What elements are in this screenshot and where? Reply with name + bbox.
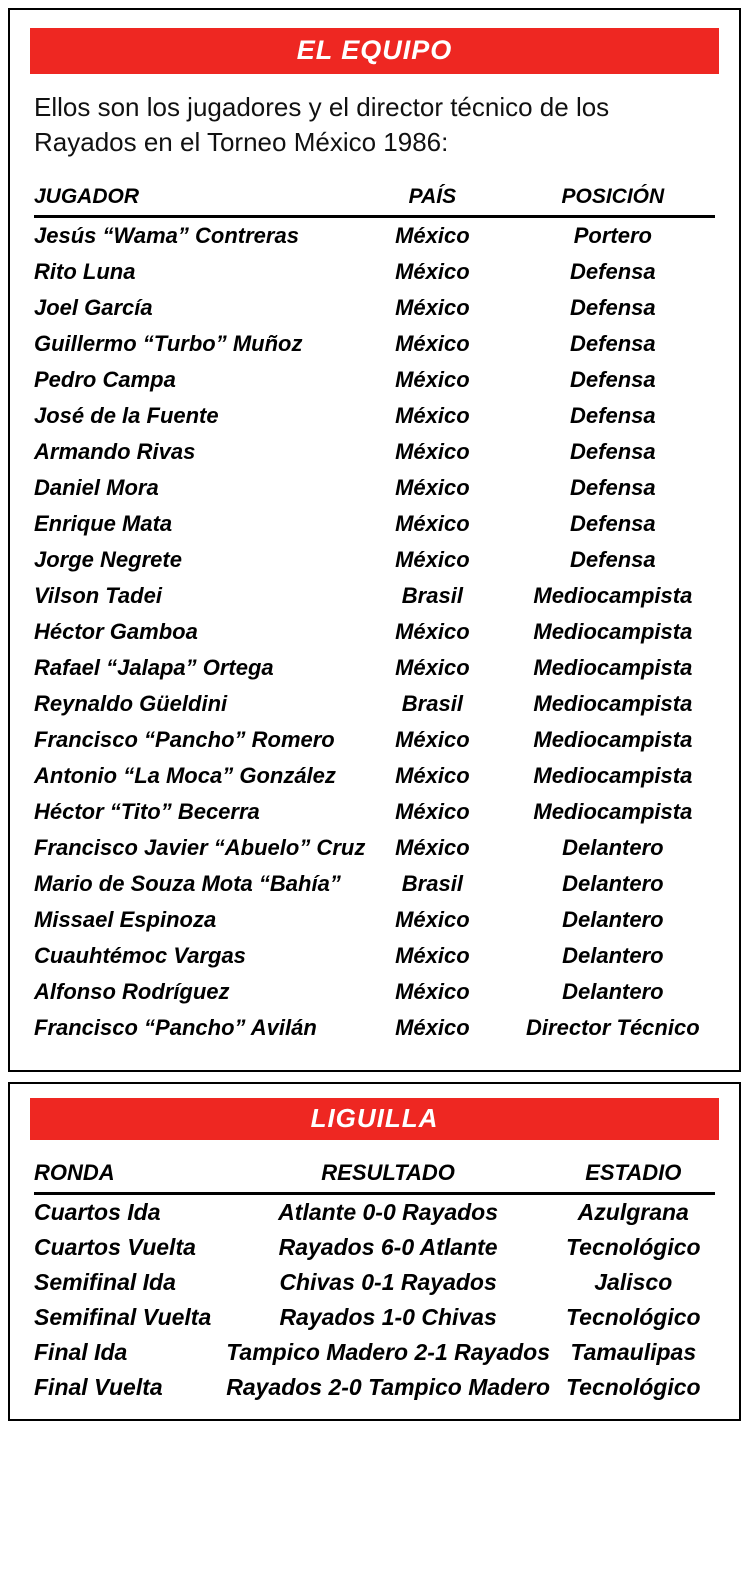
player-position-cell: Mediocampista (533, 619, 693, 645)
table-row (34, 1194, 715, 1231)
round-cell: Final Vuelta (34, 1374, 163, 1401)
stadium-cell: Tecnológico (565, 1374, 701, 1401)
stadium-cell: Azulgrana (577, 1199, 689, 1226)
player-position-cell: Delantero (562, 943, 664, 969)
player-country-cell: México (395, 727, 470, 753)
player-name-cell: Francisco “Pancho” Avilán (34, 1015, 317, 1041)
player-position-cell: Mediocampista (533, 691, 693, 717)
player-name-cell: Reynaldo Güeldini (34, 691, 228, 717)
player-position-cell: Defensa (570, 259, 656, 285)
player-name-cell: Rito Luna (34, 259, 136, 285)
table-row (34, 650, 715, 686)
player-country-cell: México (395, 475, 470, 501)
table-row (34, 938, 715, 974)
table-row (34, 1370, 715, 1405)
player-position-cell: Delantero (562, 907, 664, 933)
player-country-cell: México (395, 547, 470, 573)
team-table-header-row (34, 185, 715, 217)
player-name-cell: Armando Rivas (34, 439, 196, 465)
player-name-cell: Enrique Mata (34, 511, 173, 537)
player-country-cell: México (395, 799, 470, 825)
round-cell: Cuartos Vuelta (34, 1234, 196, 1261)
player-position-cell: Delantero (562, 979, 664, 1005)
team-col-header-position: POSICIÓN (511, 185, 715, 217)
table-row (34, 722, 715, 758)
liguilla-col-header-stadium: ESTADIO (552, 1160, 715, 1194)
team-intro-text: Ellos son los jugadores y el director técnico de los Rayados en el Torneo México 1986: (34, 92, 610, 157)
table-row (34, 362, 715, 398)
player-name-cell: Vilson Tadei (34, 583, 162, 609)
liguilla-col-header-result: RESULTADO (225, 1160, 552, 1194)
team-panel (8, 8, 741, 1072)
player-position-cell: Mediocampista (533, 655, 693, 681)
table-row (34, 326, 715, 362)
result-cell: Atlante 0-0 Rayados (278, 1199, 499, 1226)
table-row (34, 1010, 715, 1046)
liguilla-banner-title: LIGUILLA (30, 1098, 719, 1140)
player-country-cell: México (395, 331, 470, 357)
player-position-cell: Defensa (570, 367, 656, 393)
table-row (34, 866, 715, 902)
player-country-cell: México (395, 979, 470, 1005)
stadium-cell: Tecnológico (565, 1234, 701, 1261)
team-col-header-player: JUGADOR (34, 185, 354, 217)
player-name-cell: José de la Fuente (34, 403, 219, 429)
player-name-cell: Mario de Souza Mota “Bahía” (34, 871, 341, 897)
player-country-cell: México (395, 655, 470, 681)
player-name-cell: Antonio “La Moca” González (34, 763, 336, 789)
table-row (34, 1230, 715, 1265)
player-position-cell: Mediocampista (533, 799, 693, 825)
table-row (34, 614, 715, 650)
player-name-cell: Pedro Campa (34, 367, 176, 393)
player-position-cell: Defensa (570, 331, 656, 357)
table-row (34, 758, 715, 794)
table-row (34, 1300, 715, 1335)
result-cell: Chivas 0-1 Rayados (279, 1269, 497, 1296)
table-row (34, 830, 715, 866)
table-row (34, 506, 715, 542)
player-name-cell: Cuauhtémoc Vargas (34, 943, 246, 969)
player-name-cell: Francisco Javier “Abuelo” Cruz (34, 835, 366, 861)
table-row (34, 542, 715, 578)
round-cell: Final Ida (34, 1339, 128, 1366)
player-country-cell: México (395, 943, 470, 969)
round-cell: Cuartos Ida (34, 1199, 161, 1226)
table-row (34, 578, 715, 614)
liguilla-col-header-round: RONDA (34, 1160, 225, 1194)
team-banner-title: EL EQUIPO (30, 28, 719, 74)
team-table (34, 185, 715, 1046)
player-name-cell: Missael Espinoza (34, 907, 217, 933)
player-name-cell: Héctor “Tito” Becerra (34, 799, 260, 825)
player-position-cell: Defensa (570, 295, 656, 321)
player-position-cell: Defensa (570, 547, 656, 573)
player-name-cell: Jorge Negrete (34, 547, 182, 573)
player-country-cell: Brasil (401, 691, 463, 717)
team-col-header-country: PAÍS (354, 185, 511, 217)
player-position-cell: Mediocampista (533, 583, 693, 609)
player-position-cell: Delantero (562, 871, 664, 897)
result-cell: Rayados 6-0 Atlante (278, 1234, 498, 1261)
table-row (34, 398, 715, 434)
player-position-cell: Delantero (562, 835, 664, 861)
player-country-cell: México (395, 223, 470, 249)
player-name-cell: Rafael “Jalapa” Ortega (34, 655, 274, 681)
table-row (34, 794, 715, 830)
player-name-cell: Héctor Gamboa (34, 619, 198, 645)
player-country-cell: México (395, 511, 470, 537)
liguilla-bottom-spacer (10, 1405, 739, 1411)
player-country-cell: México (395, 403, 470, 429)
player-name-cell: Joel García (34, 295, 153, 321)
player-country-cell: México (395, 619, 470, 645)
result-cell: Tampico Madero 2-1 Rayados (226, 1339, 550, 1366)
player-position-cell: Defensa (570, 511, 656, 537)
table-row (34, 902, 715, 938)
table-row (34, 290, 715, 326)
table-row (34, 470, 715, 506)
player-name-cell: Alfonso Rodríguez (34, 979, 230, 1005)
table-row (34, 1265, 715, 1300)
table-row (34, 217, 715, 255)
liguilla-panel (8, 1082, 741, 1421)
player-position-cell: Mediocampista (533, 763, 693, 789)
table-row (34, 686, 715, 722)
player-country-cell: México (395, 1015, 470, 1041)
player-position-cell: Portero (573, 223, 652, 249)
player-name-cell: Guillermo “Turbo” Muñoz (34, 331, 303, 357)
player-country-cell: México (395, 835, 470, 861)
player-country-cell: México (395, 259, 470, 285)
player-position-cell: Defensa (570, 475, 656, 501)
round-cell: Semifinal Vuelta (34, 1304, 212, 1331)
player-country-cell: Brasil (401, 583, 463, 609)
table-row (34, 1335, 715, 1370)
player-position-cell: Mediocampista (533, 727, 693, 753)
result-cell: Rayados 1-0 Chivas (279, 1304, 497, 1331)
liguilla-table-body (34, 1194, 715, 1406)
team-table-body (34, 217, 715, 1047)
liguilla-table (34, 1160, 715, 1405)
player-country-cell: México (395, 907, 470, 933)
player-position-cell: Defensa (570, 439, 656, 465)
result-cell: Rayados 2-0 Tampico Madero (226, 1374, 550, 1401)
stadium-cell: Tamaulipas (570, 1339, 697, 1366)
player-name-cell: Francisco “Pancho” Romero (34, 727, 335, 753)
player-country-cell: México (395, 763, 470, 789)
player-name-cell: Jesús “Wama” Contreras (34, 223, 299, 249)
player-position-cell: Director Técnico (526, 1015, 700, 1041)
player-name-cell: Daniel Mora (34, 475, 159, 501)
table-row (34, 434, 715, 470)
stadium-cell: Tecnológico (565, 1304, 701, 1331)
player-country-cell: México (395, 439, 470, 465)
player-position-cell: Defensa (570, 403, 656, 429)
player-country-cell: México (395, 295, 470, 321)
round-cell: Semifinal Ida (34, 1269, 176, 1296)
player-country-cell: Brasil (401, 871, 463, 897)
stadium-cell: Jalisco (594, 1269, 673, 1296)
liguilla-table-header-row (34, 1160, 715, 1194)
table-row (34, 254, 715, 290)
table-row (34, 974, 715, 1010)
player-country-cell: México (395, 367, 470, 393)
